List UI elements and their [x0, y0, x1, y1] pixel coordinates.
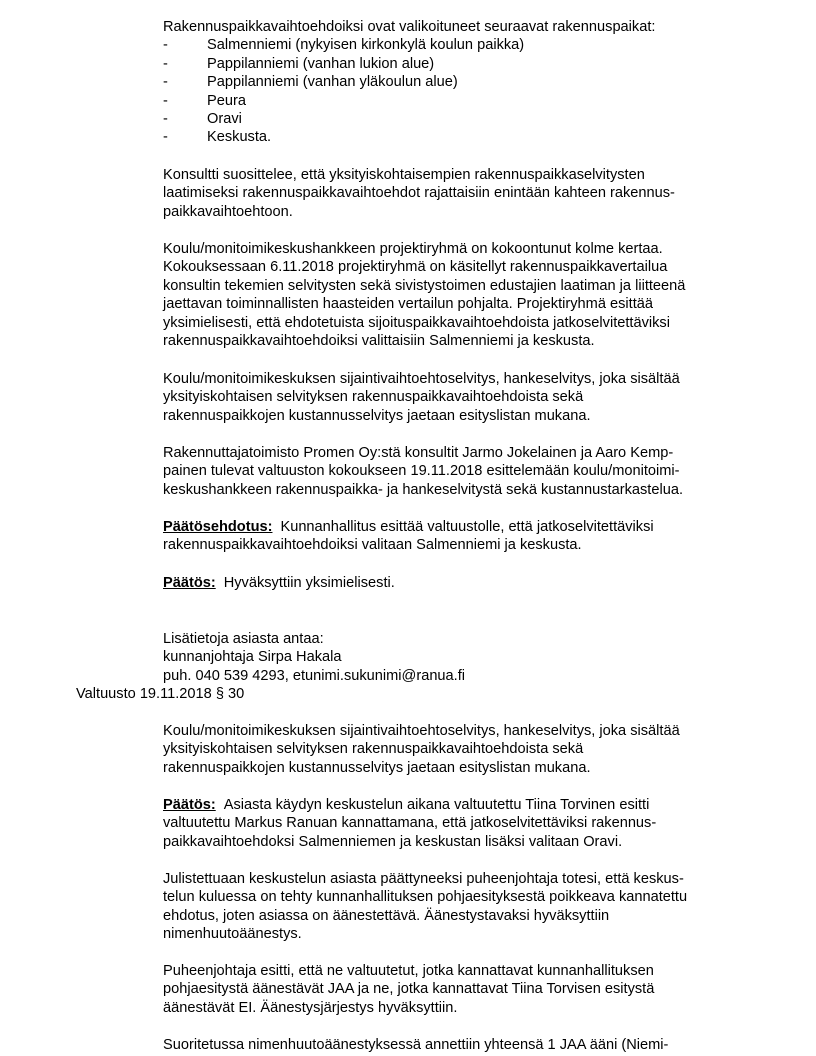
vote-paragraph: Puheenjohtaja esitti, että ne valtuutetut, jotka kannattavat kunnanhallituksen pohjaesitystä äänestävät JAA ja ne, jotka kannattavat Tiina Torvisen esitystä äänestävät EI. Äänestysjärjestys hyväksyttiin.	[163, 963, 655, 1016]
contact-name: kunnanjohtaja Sirpa Hakala	[163, 649, 342, 666]
consultant-paragraph: Konsultti suosittelee, että yksityiskohtaisempien rakennuspaikkaselvitysten laatimiseksi rakennuspaikkavaihtoehdot rajattaisiin enintään kahteen rakennus- paikkavaihtoehtoon.	[163, 167, 675, 220]
result-paragraph: Suoritetussa nimenhuutoäänestyksessä annettiin yhteensä 1 JAA ääni (Niemi-	[163, 1037, 669, 1053]
list-item: - Pappilanniemi (vanhan lukion alue)	[163, 55, 435, 72]
list-item: - Oravi	[163, 110, 242, 127]
list-item: - Keskusta.	[163, 129, 272, 146]
decision-2: Päätös: Asiasta käydyn keskustelun aikana valtuutettu Tiina Torvinen esitti valtuutettu Markus Ranuan kannattamana, että jatkoselvitettäviksi rakennus- paikkavaihtoehdoksi Salmenniemen ja keskustan lisäksi valitaan Oravi.	[163, 797, 657, 850]
list-item: - Pappilanniemi (vanhan yläkoulun alue)	[163, 74, 458, 91]
promen-paragraph: Rakennuttajatoimisto Promen Oy:stä konsultit Jarmo Jokelainen ja Aaro Kemp- painen tulevat valtuuston kokoukseen 19.11.2018 esittelemään koulu/monitoimi- keskushankkeen rakennuspaikka- ja hankeselvitystä sekä kustannustarkastelua.	[163, 445, 683, 498]
sites-section	[163, 18, 763, 147]
decision-label: Päätös:	[163, 575, 216, 591]
decision-label: Päätös:	[163, 797, 216, 813]
project-group-paragraph: Koulu/monitoimikeskushankkeen projektiryhmä on kokoontunut kolme kertaa. Kokouksessaan 6.11.2018 projektiryhmä on käsitellyt rakennuspaikkavertailua konsultin tekemien selvitysten sekä sivistystoimen edustajien laatiman ja liitteenä jaettavan toiminnallisten haasteiden vertailun pohjalta. Projektiryhmä esittää yksimielisesti, että ehdotetuista sijoituspaikkavaihtoehdoista jatkoselvitettäviksi rakennuspaikkavaihtoehdoiksi valittaisiin Salmenniemi ja keskusta.	[163, 241, 686, 350]
chair-paragraph: Julistettuaan keskustelun asiasta päättyneeksi puheenjohtaja totesi, että keskus- telun kuluessa on tehty kunnanhallituksen pohjaesityksestä poikkeava kannatettu ehdotus, joten asiassa on äänestettävä. Äänestystavaksi hyväksyttiin nimenhuutoäänestys.	[163, 871, 688, 943]
contact-phone: puh. 040 539 4293, etunimi.sukunimi@ranua.fi	[163, 667, 466, 684]
proposal-label: Päätösehdotus:	[163, 519, 273, 535]
sites-intro: Rakennuspaikkavaihtoehdoiksi ovat valikoituneet seuraavat rakennuspaikat:	[163, 19, 656, 35]
list-item: - Peura	[163, 92, 246, 109]
report-paragraph: Koulu/monitoimikeskuksen sijaintivaihtoehtoselvitys, hankeselvitys, joka sisältää yksityiskohtaisen selvityksen rakennuspaikkavaihtoehdoista sekä rakennuspaikkojen kustannusselvitys jaetaan esityslistan mukana.	[163, 371, 680, 424]
contact-heading: Lisätietoja asiasta antaa:	[163, 631, 324, 647]
report-paragraph-2: Koulu/monitoimikeskuksen sijaintivaihtoehtoselvitys, hankeselvitys, joka sisältää yksityiskohtaisen selvityksen rakennuspaikkavaihtoehdoista sekä rakennuspaikkojen kustannusselvitys jaetaan esityslistan mukana.	[163, 723, 680, 776]
decision-1: Päätös: Hyväksyttiin yksimielisesti.	[163, 575, 395, 591]
decision-proposal: Päätösehdotus: Kunnanhallitus esittää valtuustolle, että jatkoselvitettäviksi rakennuspaikkavaihtoehdoiksi valitaan Salmenniemi ja keskusta.	[163, 519, 654, 554]
council-reference: Valtuusto 19.11.2018 § 30	[76, 686, 245, 702]
contact-info	[163, 630, 763, 685]
list-item: - Salmenniemi (nykyisen kirkonkylä koulun paikka)	[163, 37, 525, 54]
